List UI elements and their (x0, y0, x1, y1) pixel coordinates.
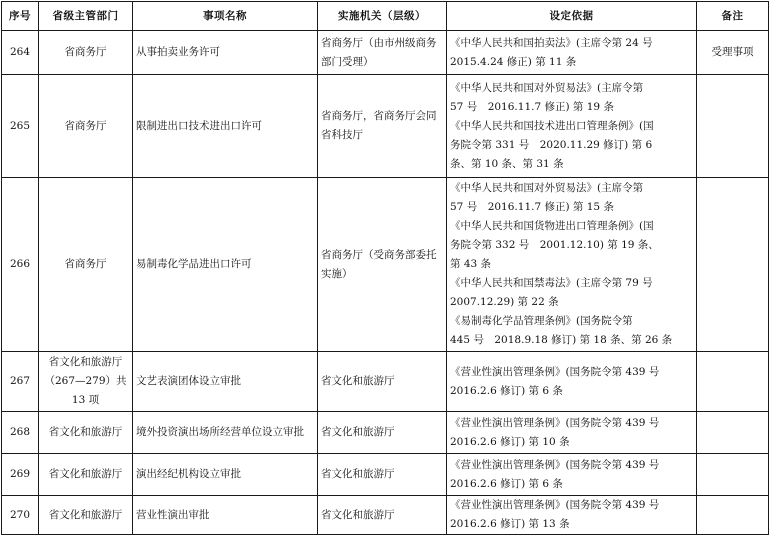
basis-line: 2016.2.6 修订) 第 6 条 (450, 477, 563, 490)
row-dept: 省商务厅 (39, 178, 133, 352)
table-row (2, 352, 769, 412)
row-dept: 省文化和旅游厅 (39, 412, 133, 454)
basis-line: 57 号 2016.11.7 修正) 第 15 条 (450, 201, 614, 213)
basis-line: 《中华人民共和国拍卖法》(主席令第 24 号 (450, 36, 653, 49)
basis-line: 《中华人民共和国货物进出口管理条例》(国 (450, 220, 654, 232)
row-dept: 省文化和旅游厅（267—279）共 13 项 (39, 352, 133, 412)
header-org: 实施机关（层级） (318, 2, 447, 31)
row-note (697, 496, 769, 535)
basis-line: 2016.2.6 修订) 第 6 条 (450, 384, 563, 397)
row-dept: 省文化和旅游厅 (39, 454, 133, 496)
row-basis (447, 75, 697, 178)
row-item: 从事拍卖业务许可 (133, 31, 318, 75)
basis-line: 《中华人民共和国对外贸易法》(主席令第 (450, 81, 644, 94)
header-note: 备注 (697, 2, 769, 31)
row-note (697, 75, 769, 178)
table-row (2, 31, 769, 75)
row-dept: 省商务厅 (39, 75, 133, 178)
row-org: 省文化和旅游厅 (318, 412, 447, 454)
basis-line: 条、第 10 条、第 31 条 (450, 157, 564, 170)
basis-line: 2007.12.29) 第 22 条 (450, 296, 559, 308)
row-org: 省文化和旅游厅 (318, 454, 447, 496)
row-org: 省商务厅（受商务部委托实施） (318, 178, 447, 352)
basis-line: 《营业性演出管理条例》(国务院令第 439 号 (450, 499, 660, 511)
row-org: 省文化和旅游厅 (318, 352, 447, 412)
row-note (697, 454, 769, 496)
row-basis (447, 31, 697, 75)
basis-line: 《营业性演出管理条例》(国务院令第 439 号 (450, 416, 660, 429)
basis-line: 《中华人民共和国禁毒法》(主席令第 79 号 (450, 277, 653, 289)
row-seq: 264 (2, 31, 39, 75)
row-item: 演出经纪机构设立审批 (133, 454, 318, 496)
row-dept: 省商务厅 (39, 31, 133, 75)
row-org: 省文化和旅游厅 (318, 496, 447, 535)
table-row (2, 454, 769, 496)
row-note (697, 412, 769, 454)
basis-line: 第 43 条 (450, 258, 492, 270)
table-row (2, 412, 769, 454)
basis-line: 445 号 2018.9.18 修订) 第 18 条、第 26 条 (450, 334, 673, 346)
row-basis (447, 412, 697, 454)
table-header-row (2, 2, 769, 31)
row-seq: 266 (2, 178, 39, 352)
header-basis: 设定依据 (447, 2, 697, 31)
row-seq: 269 (2, 454, 39, 496)
basis-line: 《易制毒化学品管理条例》(国务院令第 (450, 315, 633, 327)
row-note (697, 178, 769, 352)
table-row (2, 496, 769, 535)
table-row (2, 178, 769, 352)
row-note (697, 352, 769, 412)
row-org: 省商务厅，省商务厅会同省科技厅 (318, 75, 447, 178)
basis-line: 务院令第 332 号 2001.12.10) 第 19 条、 (450, 239, 659, 251)
header-dept: 省级主管部门 (39, 2, 133, 31)
basis-line: 《中华人民共和国对外贸易法》(主席令第 (450, 182, 644, 194)
row-seq: 270 (2, 496, 39, 535)
row-item: 文艺表演团体设立审批 (133, 352, 318, 412)
row-note: 受理事项 (697, 31, 769, 75)
header-item: 事项名称 (133, 2, 318, 31)
basis-line: 《营业性演出管理条例》(国务院令第 439 号 (450, 365, 660, 378)
row-item: 境外投资演出场所经营单位设立审批 (133, 412, 318, 454)
row-basis (447, 454, 697, 496)
basis-line: 《中华人民共和国技术进出口管理条例》(国 (450, 119, 654, 132)
basis-line: 务院令第 331 号 2020.11.29 修订) 第 6 (450, 138, 653, 151)
row-basis (447, 352, 697, 412)
row-seq: 268 (2, 412, 39, 454)
row-seq: 265 (2, 75, 39, 178)
header-seq: 序号 (2, 2, 39, 31)
row-seq: 267 (2, 352, 39, 412)
basis-line: 2016.2.6 修订) 第 10 条 (450, 435, 570, 448)
row-item: 限制进出口技术进出口许可 (133, 75, 318, 178)
basis-line: 57 号 2016.11.7 修正) 第 19 条 (450, 100, 614, 113)
basis-line: 2015.4.24 修正) 第 11 条 (450, 55, 577, 68)
row-basis (447, 496, 697, 535)
row-org: 省商务厅（由市州级商务部门受理） (318, 31, 447, 75)
basis-line: 2016.2.6 修订) 第 13 条 (450, 518, 570, 530)
basis-line: 《营业性演出管理条例》(国务院令第 439 号 (450, 458, 660, 471)
row-basis (447, 178, 697, 352)
admin-license-table (1, 1, 769, 535)
row-item: 易制毒化学品进出口许可 (133, 178, 318, 352)
table-row (2, 75, 769, 178)
row-dept: 省文化和旅游厅 (39, 496, 133, 535)
row-item: 营业性演出审批 (133, 496, 318, 535)
